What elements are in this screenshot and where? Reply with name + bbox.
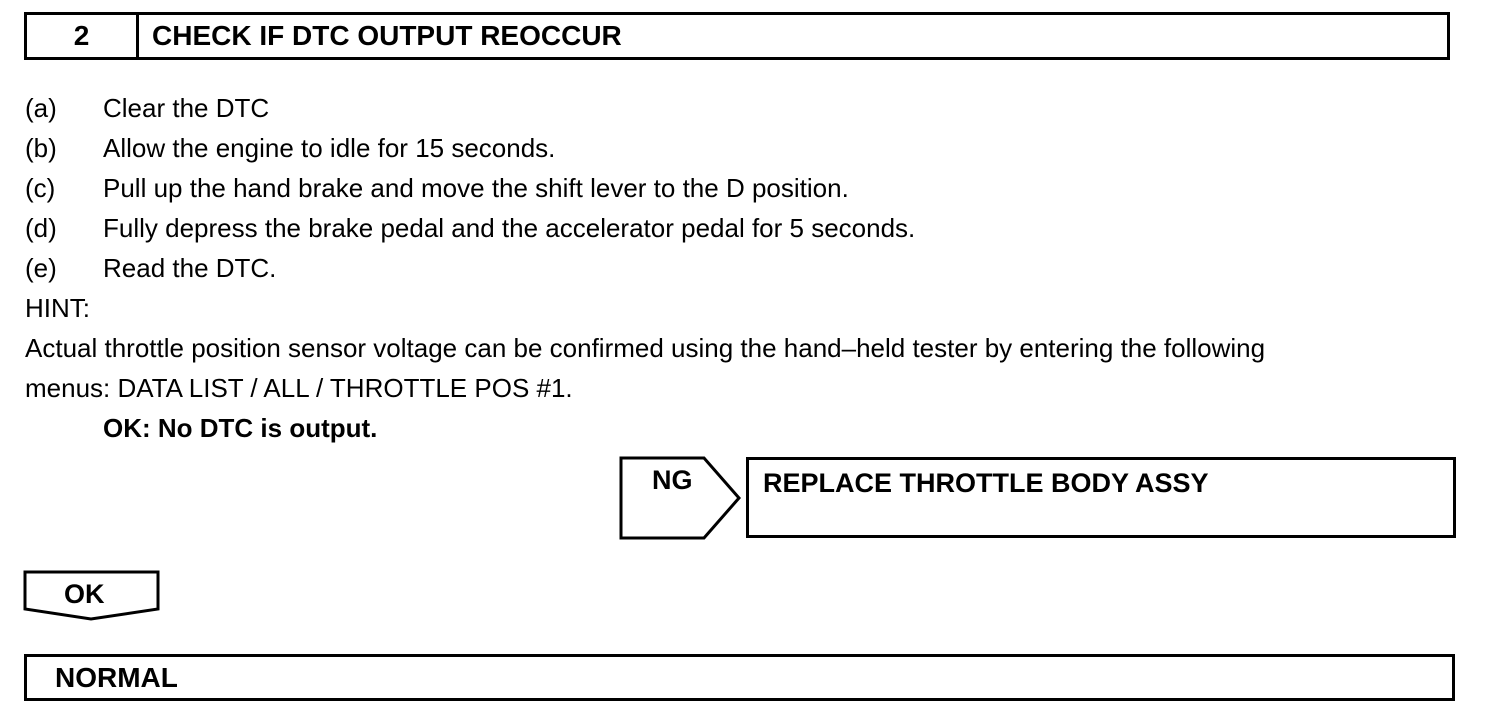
step-text-e: Read the DTC. — [103, 253, 277, 283]
step-letter-c: (c) — [25, 173, 56, 203]
step-text-d: Fully depress the brake pedal and the accelerator pedal for 5 seconds. — [103, 213, 916, 243]
step-letter-e: (e) — [25, 253, 57, 283]
step-text-a: Clear the DTC — [103, 93, 270, 123]
hint-text-line2: menus: DATA LIST / ALL / THROTTLE POS #1. — [25, 373, 573, 403]
ok-condition: OK: No DTC is output. — [103, 413, 378, 443]
ng-action-box — [746, 457, 1456, 538]
ng-label: NG — [652, 465, 693, 495]
result-text: NORMAL — [55, 661, 178, 693]
ng-action-text: REPLACE THROTTLE BODY ASSY — [763, 468, 1209, 498]
step-header — [24, 12, 1450, 60]
step-letter-b: (b) — [25, 133, 57, 163]
step-text-c: Pull up the hand brake and move the shift lever to the D position. — [103, 173, 849, 203]
hint-text-line1: Actual throttle position sensor voltage can be confirmed using the hand–held tester by entering the following — [25, 333, 1266, 363]
step-letter-d: (d) — [25, 213, 57, 243]
step-number: 2 — [27, 15, 139, 57]
ok-label: OK — [64, 579, 105, 609]
step-title: CHECK IF DTC OUTPUT REOCCUR — [152, 20, 622, 51]
step-text-b: Allow the engine to idle for 15 seconds. — [103, 133, 556, 163]
result-box — [24, 654, 1455, 701]
hint-label: HINT: — [25, 293, 90, 323]
step-letter-a: (a) — [25, 93, 57, 123]
